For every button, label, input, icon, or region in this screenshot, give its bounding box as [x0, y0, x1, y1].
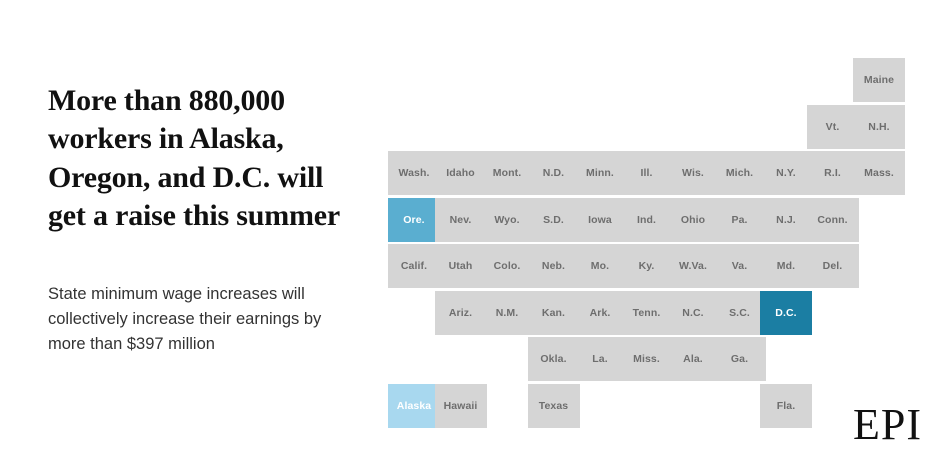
state-cell: N.J. [760, 198, 812, 242]
state-cell: S.D. [528, 198, 580, 242]
state-cell: Maine [853, 58, 905, 102]
state-cell: Miss. [621, 337, 673, 381]
state-cell: Mo. [574, 244, 626, 288]
state-cell: Mass. [853, 151, 905, 195]
state-cell: N.D. [528, 151, 580, 195]
state-cell: Tenn. [621, 291, 673, 335]
state-cell: N.H. [853, 105, 905, 149]
state-cell: Mich. [714, 151, 766, 195]
state-cell: Conn. [807, 198, 859, 242]
state-cell: Calif. [388, 244, 440, 288]
state-cell: Ga. [714, 337, 766, 381]
state-cell: Wash. [388, 151, 440, 195]
state-cell: N.C. [667, 291, 719, 335]
state-cell: Ill. [621, 151, 673, 195]
state-cell: Ky. [621, 244, 673, 288]
state-cell: Colo. [481, 244, 533, 288]
state-cell: D.C. [760, 291, 812, 335]
state-cell: Vt. [807, 105, 859, 149]
subhead: State minimum wage increases will collectively increase their earnings by more than $397 million [48, 285, 322, 353]
state-cell: Ala. [667, 337, 719, 381]
state-cell: La. [574, 337, 626, 381]
state-cell: Idaho [435, 151, 487, 195]
state-cell: S.C. [714, 291, 766, 335]
state-cell: Md. [760, 244, 812, 288]
state-cell: R.I. [807, 151, 859, 195]
state-cell: Wis. [667, 151, 719, 195]
state-cell: Hawaii [435, 384, 487, 428]
state-cell: Kan. [528, 291, 580, 335]
state-cell: Wyo. [481, 198, 533, 242]
state-cell: N.M. [481, 291, 533, 335]
state-cell: Nev. [435, 198, 487, 242]
state-grid-map [388, 58, 895, 428]
state-cell: W.Va. [667, 244, 719, 288]
state-cell: Pa. [714, 198, 766, 242]
epi-logo: EPI [853, 400, 922, 449]
state-cell: Del. [807, 244, 859, 288]
state-cell: Ore. [388, 198, 440, 242]
state-cell: Fla. [760, 384, 812, 428]
state-cell: Alaska [388, 384, 440, 428]
state-cell: Ark. [574, 291, 626, 335]
state-cell: Minn. [574, 151, 626, 195]
state-cell: Ind. [621, 198, 673, 242]
state-cell: Ohio [667, 198, 719, 242]
state-cell: Va. [714, 244, 766, 288]
state-cell: Neb. [528, 244, 580, 288]
state-cell: Utah [435, 244, 487, 288]
state-cell: Ariz. [435, 291, 487, 335]
headline: More than 880,000 workers in Alaska, Oregon, and D.C. will get a raise this summer [48, 84, 341, 233]
state-cell: Iowa [574, 198, 626, 242]
state-cell: Mont. [481, 151, 533, 195]
state-cell: N.Y. [760, 151, 812, 195]
state-cell: Texas [528, 384, 580, 428]
state-cell: Okla. [528, 337, 580, 381]
